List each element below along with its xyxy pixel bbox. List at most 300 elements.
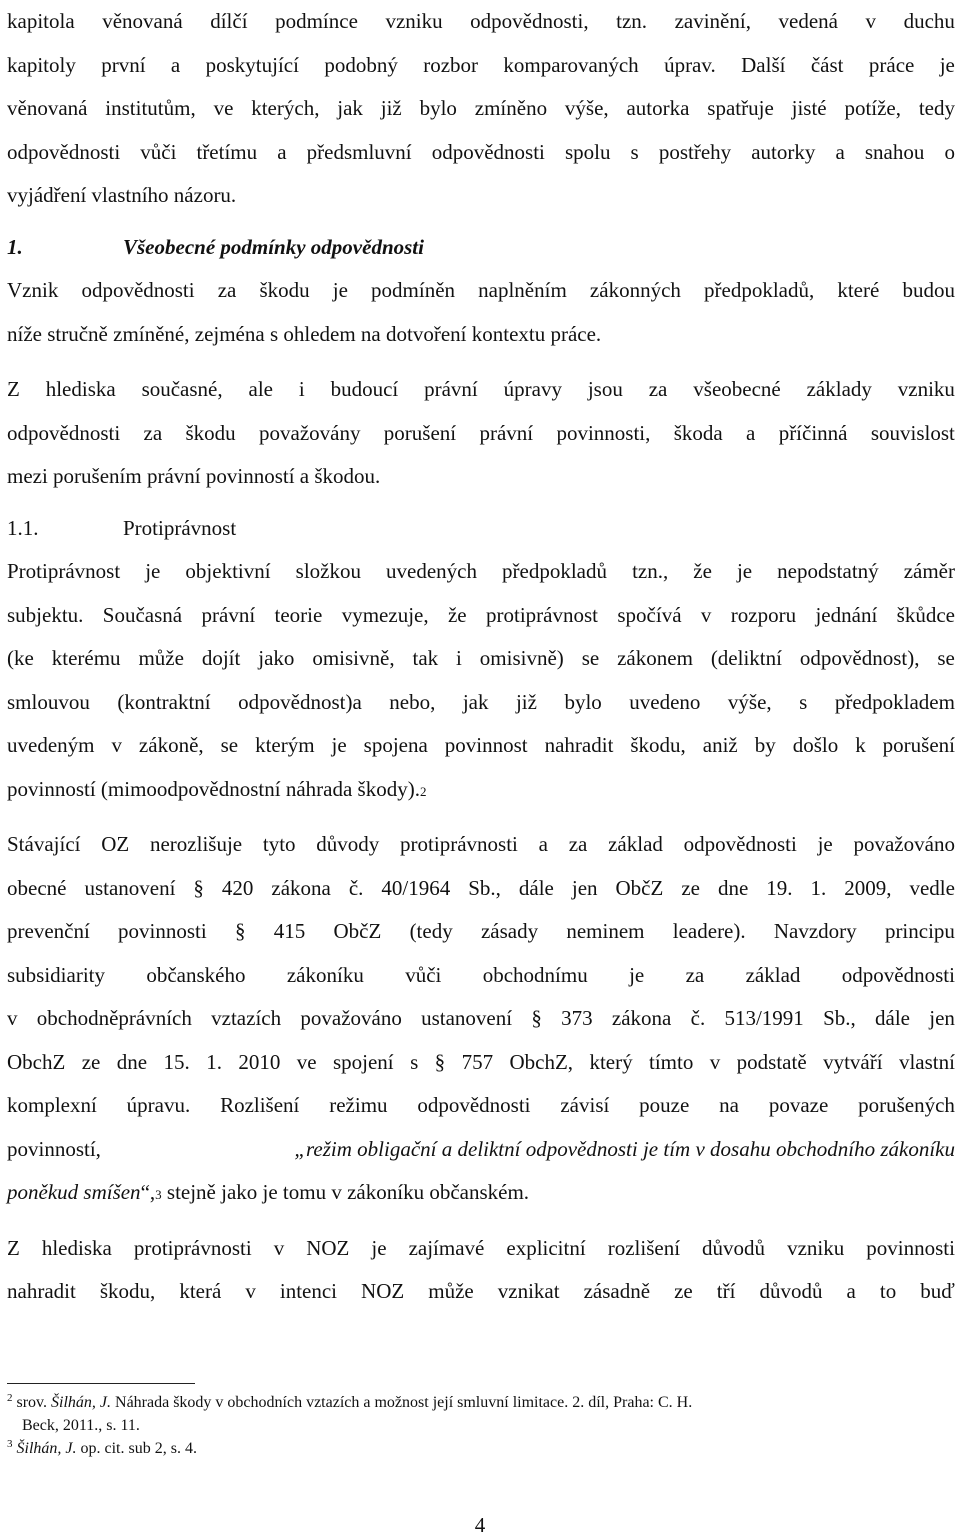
text-line xyxy=(7,867,955,911)
word: 1. xyxy=(206,1049,222,1074)
word: objektivní xyxy=(185,559,271,583)
footnote-prefix: srov. xyxy=(16,1394,48,1411)
word: dne xyxy=(717,875,749,900)
word: bylo xyxy=(564,689,602,714)
word: povinnost xyxy=(444,733,528,757)
word: odpovědnost), xyxy=(799,646,920,670)
word: v xyxy=(709,1049,721,1074)
subsection-heading xyxy=(7,507,955,551)
word: odpovědnosti, xyxy=(470,9,589,33)
text-line xyxy=(7,1227,955,1271)
word: č. xyxy=(690,1006,706,1030)
word: k xyxy=(855,733,866,757)
word: budoucí xyxy=(330,377,399,401)
footnote-text: Beck, 2011., s. 11. xyxy=(22,1417,140,1434)
word: za xyxy=(143,420,163,445)
word: Další xyxy=(741,52,786,77)
word: zákoně, xyxy=(138,733,204,757)
word: věnovaná xyxy=(7,96,88,120)
word: a xyxy=(170,52,181,77)
word: a xyxy=(835,139,845,164)
word: 415 xyxy=(273,919,306,943)
word: (tedy xyxy=(409,919,453,943)
word: podmíněn xyxy=(371,278,456,302)
word: je xyxy=(331,733,347,757)
page-number: 4 xyxy=(474,1513,486,1537)
text-span: stejně jako je tomu v zákoníku občanském. xyxy=(166,1180,530,1204)
word: kterým xyxy=(255,733,315,757)
word: všeobecné xyxy=(693,377,781,401)
word: v xyxy=(245,1279,256,1303)
word: omisivně) xyxy=(479,646,564,670)
word: výše, xyxy=(564,96,609,120)
word: již xyxy=(515,689,537,714)
word: zákonných xyxy=(589,278,681,302)
word: leadere). xyxy=(672,919,746,943)
text-line xyxy=(7,550,955,594)
word: i xyxy=(456,646,462,670)
word: duchu xyxy=(903,9,955,33)
word: porušených xyxy=(858,1093,955,1117)
word: jsou xyxy=(587,377,623,401)
word: vytváří xyxy=(823,1049,883,1074)
word: autorka xyxy=(626,96,690,120)
word: 2009, xyxy=(844,875,892,900)
word: vůči xyxy=(140,139,177,164)
word: ObčZ xyxy=(333,919,382,943)
word: Současná xyxy=(102,602,183,627)
word: teorie xyxy=(274,602,323,627)
word: je xyxy=(629,962,645,987)
word: § xyxy=(531,1006,542,1030)
text-span: povinností (mimoodpovědnostní náhrada škody). xyxy=(7,776,420,801)
word: v xyxy=(865,9,877,33)
word: odpovědnosti xyxy=(841,962,955,987)
word: právní xyxy=(424,377,478,401)
word: bylo xyxy=(419,96,457,120)
word: důvody xyxy=(316,832,380,856)
word: zákona xyxy=(611,1006,672,1030)
word: postřehy xyxy=(658,139,732,164)
word: dále xyxy=(875,1006,911,1030)
word: kapitola xyxy=(7,9,75,33)
word: (deliktní xyxy=(710,646,782,670)
word: na xyxy=(719,1093,739,1117)
word: povinnosti xyxy=(118,919,207,943)
text-line: povinností (mimoodpovědnostní náhrada škody). 2 xyxy=(7,768,955,812)
word: ze xyxy=(681,875,700,900)
word: rozlišení xyxy=(607,1235,681,1260)
word: zákona xyxy=(271,875,331,900)
word: důvodů xyxy=(759,1279,823,1303)
word: ObchZ xyxy=(7,1049,66,1074)
paragraph xyxy=(7,1227,955,1314)
word: škodu xyxy=(185,420,236,445)
word: zákoníku xyxy=(286,962,364,987)
word: třetímu xyxy=(196,139,258,164)
word: za xyxy=(685,962,705,987)
word: podstatě xyxy=(736,1049,807,1074)
word: Z xyxy=(7,377,20,401)
word: spolu xyxy=(564,139,611,164)
word: protiprávnosti xyxy=(133,1235,252,1260)
word: protiprávnosti xyxy=(400,832,518,856)
text-line xyxy=(7,1041,955,1085)
text-line xyxy=(7,954,955,998)
word: Rozlišení xyxy=(220,1093,300,1117)
word: odpovědnosti xyxy=(417,1093,531,1117)
footnote-text: op. cit. sub 2, s. 4. xyxy=(80,1440,197,1457)
word: část xyxy=(810,52,844,77)
word: vztazích xyxy=(211,1006,282,1030)
word: OZ xyxy=(101,832,130,856)
word: 420 xyxy=(221,875,254,900)
word: odpovědnost)a xyxy=(238,689,362,714)
word: budou xyxy=(902,278,955,302)
word: kterých, xyxy=(251,96,320,120)
word: v xyxy=(7,1006,18,1030)
word: o xyxy=(944,139,955,164)
footnote-text: Náhrada škody v obchodních vztazích a možnost její smluvní limitace. 2. díl, Praha: C. H. xyxy=(115,1394,693,1411)
word: a xyxy=(846,1279,856,1303)
word: subsidiarity xyxy=(7,962,105,987)
word: vzniku xyxy=(385,9,443,33)
footnote-3 xyxy=(7,1437,955,1460)
word: Navzdory xyxy=(773,919,857,943)
word: 15. xyxy=(163,1049,190,1074)
text-line xyxy=(7,87,955,131)
word: je xyxy=(145,559,161,583)
word: předsmluvní xyxy=(306,139,412,164)
word: č. xyxy=(348,875,364,900)
word: komplexní xyxy=(7,1093,97,1117)
word: vzniku xyxy=(787,1235,845,1260)
word: spočívá xyxy=(617,602,682,627)
text-line xyxy=(7,681,955,725)
text-line xyxy=(7,1084,955,1128)
word: považováno xyxy=(300,1006,402,1030)
text-line xyxy=(7,44,955,88)
text-span: povinností, xyxy=(7,1136,101,1161)
word: je xyxy=(332,278,348,302)
word: NOZ xyxy=(306,1235,350,1260)
word: ale xyxy=(248,377,273,401)
word: jen xyxy=(571,875,598,900)
footnote-mark: 3 xyxy=(7,1438,13,1450)
section-title: Všeobecné podmínky odpovědnosti xyxy=(123,234,424,259)
word: může xyxy=(138,646,184,670)
word: § xyxy=(234,919,246,943)
word: uvedených xyxy=(386,559,477,583)
word: snahou xyxy=(864,139,925,164)
word: jen xyxy=(929,1006,955,1030)
word: aniž xyxy=(702,733,738,757)
paragraph xyxy=(7,269,955,356)
word: s xyxy=(630,139,639,164)
word: vedená xyxy=(778,9,838,33)
word: obchodnímu xyxy=(482,962,588,987)
paragraph xyxy=(7,368,955,499)
word: principu xyxy=(884,919,955,943)
word: tyto xyxy=(262,832,296,856)
word: neminem xyxy=(566,919,645,943)
word: povaze xyxy=(768,1093,829,1117)
word: škodu, xyxy=(630,733,686,757)
word: dne xyxy=(116,1049,148,1074)
word: úprav. xyxy=(664,52,716,77)
word: základy xyxy=(806,377,872,401)
text-line: poněkud smíšen “, 3 stejně jako je tomu v zákoníku občanském. xyxy=(7,1171,955,1215)
text-line xyxy=(7,0,955,44)
section-heading xyxy=(7,226,955,270)
word: základ xyxy=(608,832,663,856)
word: ObchZ, xyxy=(509,1049,574,1074)
word: může xyxy=(428,1279,474,1303)
word: povinnosti, xyxy=(556,420,651,445)
word: 19. xyxy=(766,875,793,900)
word: občanského xyxy=(146,962,246,987)
word: je xyxy=(939,52,955,77)
word: potíže, xyxy=(844,96,901,120)
word: úpravu. xyxy=(126,1093,191,1117)
footnote-2-continued xyxy=(7,1414,955,1437)
word: spojení xyxy=(332,1049,394,1074)
word: 1. xyxy=(810,875,827,900)
word: by xyxy=(754,733,776,757)
word: podmínce xyxy=(275,9,358,33)
word: ve xyxy=(296,1049,317,1074)
word: uvedeným xyxy=(7,733,95,757)
word: vzniku xyxy=(897,377,955,401)
text-line xyxy=(7,131,955,175)
footnote-author: Šilhán, J. xyxy=(16,1440,77,1457)
word: první xyxy=(101,52,146,77)
text-line xyxy=(7,823,955,867)
word: nebo, xyxy=(389,689,436,714)
word: předpokladů xyxy=(502,559,608,583)
word: považováno xyxy=(853,832,955,856)
word: NOZ xyxy=(361,1279,405,1303)
word: zásadně xyxy=(583,1279,651,1303)
footnote-mark: 2 xyxy=(7,1392,13,1404)
footnote-separator xyxy=(7,1383,195,1384)
word: rozporu xyxy=(730,602,797,627)
word: 757 xyxy=(461,1049,494,1074)
word: v xyxy=(273,1235,285,1260)
word: jak xyxy=(337,96,363,120)
word: právní xyxy=(201,602,256,627)
word: poskytující xyxy=(205,52,299,77)
document-page xyxy=(7,0,955,1314)
word: odpovědnosti xyxy=(7,420,121,445)
word: současné, xyxy=(141,377,223,401)
word: obchodněprávních xyxy=(36,1006,192,1030)
word: uvedeno xyxy=(629,689,701,714)
footnote-2 xyxy=(7,1391,955,1414)
word: tří xyxy=(716,1279,736,1303)
text-line xyxy=(7,368,955,412)
word: že xyxy=(447,602,467,627)
word: ustanovení xyxy=(421,1006,513,1030)
word: režimu xyxy=(329,1093,388,1117)
word: hlediska xyxy=(41,1235,112,1260)
paragraph xyxy=(7,550,955,811)
word: a xyxy=(538,832,548,856)
word: tak xyxy=(412,646,439,670)
word: Stávající xyxy=(7,832,81,856)
word: vedle xyxy=(909,875,955,900)
word: kterému xyxy=(51,646,121,670)
word: tzn., xyxy=(632,559,669,583)
word: nepodstatný xyxy=(777,559,879,583)
word: i xyxy=(298,377,305,401)
text-line xyxy=(7,724,955,768)
word: tzn. xyxy=(616,9,648,33)
word: prevenční xyxy=(7,919,90,943)
word: důvodů xyxy=(702,1235,766,1260)
text-line: níže stručně zmíněné, zejména s ohledem na dotvoření kontextu práce. xyxy=(7,321,602,346)
word: naplněním xyxy=(478,278,567,302)
word: zásady xyxy=(480,919,539,943)
word: zákonem xyxy=(617,646,693,670)
word: za xyxy=(568,832,588,856)
paragraph-intro xyxy=(7,0,955,218)
word: které xyxy=(837,278,880,302)
word: 373 xyxy=(561,1006,593,1030)
word: Sb., xyxy=(468,875,501,900)
paragraph xyxy=(7,823,955,1215)
text-line xyxy=(7,637,955,681)
word: odpovědnosti xyxy=(7,139,121,164)
word: za xyxy=(648,377,668,401)
word: v xyxy=(700,602,712,627)
word: ustanovení xyxy=(84,875,176,900)
word: dále xyxy=(518,875,554,900)
word: Protiprávnost xyxy=(7,559,121,583)
word: již xyxy=(380,96,402,120)
word: vznikat xyxy=(497,1279,560,1303)
word: za xyxy=(217,278,237,302)
word: kapitoly xyxy=(7,52,76,77)
word: vlastní xyxy=(898,1049,955,1074)
word: nahradit xyxy=(7,1279,76,1303)
word: ze xyxy=(674,1279,693,1303)
footnote-author: Šilhán, J. xyxy=(51,1394,112,1411)
text-line xyxy=(7,1128,955,1172)
word: jako xyxy=(258,646,295,670)
word: je xyxy=(736,559,753,583)
quotation-text: poněkud smíšen xyxy=(7,1180,141,1204)
word: s xyxy=(410,1049,419,1074)
word: subjektu. xyxy=(7,602,84,627)
word: škoda xyxy=(673,420,723,445)
word: záměr xyxy=(903,559,955,583)
word: která xyxy=(179,1279,222,1303)
word: 513/1991 xyxy=(724,1006,804,1030)
word: (ke xyxy=(7,646,34,670)
text-line: vyjádření vlastního názoru. xyxy=(7,183,237,207)
word: se xyxy=(937,646,955,670)
word: práce xyxy=(868,52,915,77)
word: příčinná xyxy=(778,420,848,445)
word: § xyxy=(434,1049,446,1074)
word: institutům, xyxy=(105,96,196,120)
word: zmíněno xyxy=(474,96,548,120)
word: škodu xyxy=(259,278,310,302)
word: předpokladem xyxy=(834,689,955,714)
text-line xyxy=(7,910,955,954)
word: podobný xyxy=(324,52,398,77)
word: spatřuje xyxy=(707,96,774,120)
word: škodu, xyxy=(99,1279,156,1303)
text-line xyxy=(7,997,955,1041)
word: který xyxy=(589,1049,633,1074)
word: nerozlišuje xyxy=(149,832,243,856)
word: ze xyxy=(81,1049,101,1074)
word: 2010 xyxy=(238,1049,281,1074)
word: došlo xyxy=(792,733,839,757)
section-number: 1. xyxy=(7,234,23,259)
word: jednání xyxy=(815,602,878,627)
quotation-text: „režim obligační a deliktní odpovědnosti je tím v dosahu obchodního zákoníku xyxy=(294,1136,955,1161)
word: se xyxy=(581,646,600,670)
word: § xyxy=(193,875,204,900)
word: dílčí xyxy=(210,9,248,33)
word: omisivně, xyxy=(312,646,395,670)
word: explicitní xyxy=(506,1235,586,1260)
word: Z xyxy=(7,1235,20,1260)
word: 40/1964 xyxy=(381,875,451,900)
word: odpovědnosti xyxy=(431,139,545,164)
word: základ xyxy=(745,962,801,987)
word: hlediska xyxy=(45,377,116,401)
word: tímto xyxy=(649,1049,694,1074)
word: to xyxy=(879,1279,897,1303)
word: v xyxy=(111,733,122,757)
word: právní xyxy=(479,420,534,445)
subsection-title: Protiprávnost xyxy=(123,515,237,540)
word: a xyxy=(746,420,756,445)
word: jak xyxy=(462,689,489,714)
word: ObčZ xyxy=(615,875,664,900)
word: tedy xyxy=(918,96,955,120)
word: závisí xyxy=(560,1093,610,1117)
word: nahradit xyxy=(544,733,614,757)
word: se xyxy=(220,733,239,757)
word: povinnosti xyxy=(866,1235,955,1260)
word: škůdce xyxy=(896,602,955,627)
word: jisté xyxy=(791,96,827,120)
word: s xyxy=(799,689,808,714)
word: smlouvou xyxy=(7,689,90,714)
text-line: mezi porušením právní povinností a škodou. xyxy=(7,464,381,488)
word: buď xyxy=(920,1279,955,1303)
word: protiprávnost xyxy=(486,602,598,627)
word: je xyxy=(371,1235,387,1260)
word: autorky xyxy=(751,139,816,164)
word: souvislost xyxy=(870,420,955,445)
word: porušení xyxy=(882,733,955,757)
word: je xyxy=(817,832,833,856)
text-line xyxy=(7,269,955,313)
word: rozbor xyxy=(423,52,479,77)
text-line xyxy=(7,1270,955,1314)
footnotes xyxy=(7,1391,955,1460)
word: předpokladů, xyxy=(704,278,815,302)
word: (kontraktní xyxy=(117,689,211,714)
word: obecné xyxy=(7,875,67,900)
word: zavinění, xyxy=(674,9,751,33)
